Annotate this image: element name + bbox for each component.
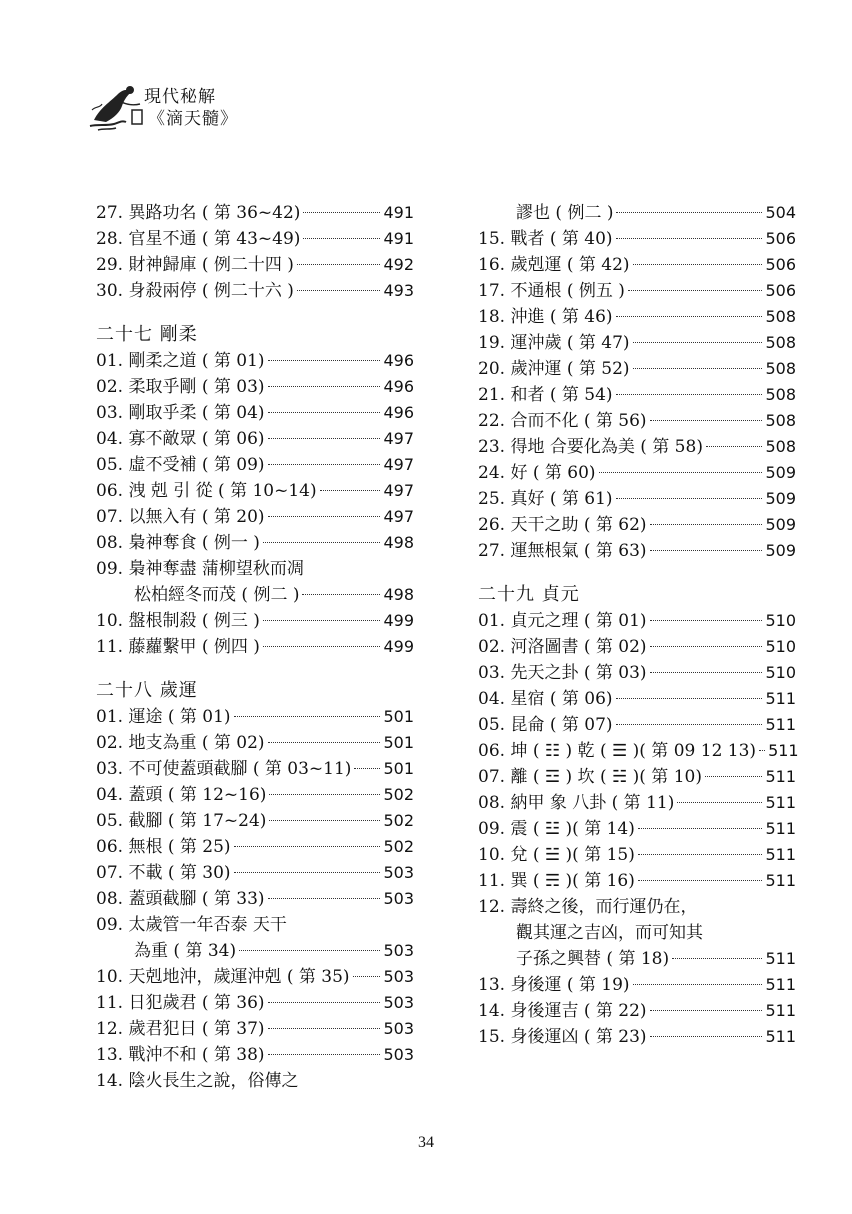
toc-entry[interactable]: [96, 782, 414, 808]
toc-entry-title: 01. 運途 ( 第 01): [96, 707, 231, 727]
toc-entry-page: 509: [765, 463, 796, 482]
toc-entry-continuation[interactable]: [478, 200, 796, 226]
dot-leader: [633, 342, 763, 343]
section-heading: 二十七 剛柔: [96, 324, 198, 345]
toc-entry[interactable]: [96, 634, 414, 660]
toc-entry[interactable]: [96, 478, 414, 504]
toc-entry-title: 14. 身後運吉 ( 第 22): [478, 1001, 647, 1021]
dot-leader: [268, 742, 381, 743]
toc-entry[interactable]: [478, 816, 796, 842]
dot-leader: [303, 238, 380, 239]
toc-entry[interactable]: [478, 460, 796, 486]
toc-entry[interactable]: [478, 660, 796, 686]
toc-entry-page: 503: [383, 967, 414, 986]
toc-entry-page: 508: [765, 385, 796, 404]
toc-right-column: [478, 200, 799, 1050]
dot-leader: [633, 984, 763, 985]
toc-entry-page: 511: [765, 949, 796, 968]
toc-entry-title: 08. 蓋頭截腳 ( 第 33): [96, 889, 265, 909]
toc-entry-page: 503: [383, 889, 414, 908]
dot-leader: [706, 446, 763, 447]
toc-entry-page: 498: [383, 533, 414, 552]
toc-entry-title: 為重 ( 第 34): [134, 941, 237, 961]
dot-leader: [616, 724, 763, 725]
toc-entry[interactable]: [478, 382, 796, 408]
toc-entry-title: 15. 身後運凶 ( 第 23): [478, 1027, 647, 1047]
toc-entry-title: 02. 柔取乎剛 ( 第 03): [96, 377, 265, 397]
toc-entry[interactable]: [478, 304, 796, 330]
toc-entry-continuation[interactable]: [96, 938, 414, 964]
toc-entry-page: 504: [765, 203, 796, 222]
toc-entry-title: 26. 天干之助 ( 第 62): [478, 515, 647, 535]
toc-entry[interactable]: [96, 1042, 414, 1068]
toc-entry[interactable]: [478, 712, 796, 738]
dot-leader: [677, 802, 762, 803]
toc-entry-title: 04. 星宿 ( 第 06): [478, 689, 613, 709]
toc-entry[interactable]: [96, 400, 414, 426]
toc-entry-page: 492: [383, 255, 414, 274]
toc-entry-title: 14. 陰火長生之說，俗傳之: [96, 1071, 299, 1091]
toc-entry[interactable]: [478, 330, 796, 356]
dot-leader: [303, 212, 380, 213]
toc-entry-title: 08. 梟神奪食 ( 例一 ): [96, 533, 260, 553]
dot-leader: [268, 438, 381, 439]
toc-entry-title: 21. 和者 ( 第 54): [478, 385, 613, 405]
toc-entry-page: 499: [383, 611, 414, 630]
toc-entry[interactable]: [478, 608, 796, 634]
toc-entry-page: 511: [765, 819, 796, 838]
toc-left-column: [96, 200, 414, 1094]
dot-leader: [638, 854, 763, 855]
toc-entry[interactable]: [478, 634, 796, 660]
toc-entry-title: 10. 天剋地沖，歲運沖剋 ( 第 35): [96, 967, 350, 987]
dot-leader: [638, 828, 763, 829]
toc-entry[interactable]: [478, 738, 799, 764]
toc-entry-page: 497: [383, 455, 414, 474]
toc-entry-page: 510: [765, 637, 796, 656]
toc-entry[interactable]: [96, 834, 414, 860]
dot-leader: [239, 950, 380, 951]
toc-entry[interactable]: [478, 686, 796, 712]
toc-entry-page: 497: [383, 507, 414, 526]
dot-leader: [269, 820, 380, 821]
toc-entry[interactable]: [96, 886, 414, 912]
toc-entry-title: 06. 無根 ( 第 25): [96, 837, 231, 857]
toc-entry-page: 508: [765, 437, 796, 456]
dot-leader: [269, 794, 380, 795]
toc-entry[interactable]: [96, 860, 414, 886]
toc-entry[interactable]: [478, 764, 796, 790]
toc-entry[interactable]: [478, 972, 796, 998]
toc-entry-page: 511: [765, 767, 796, 786]
toc-entry-title: 27. 運無根氣 ( 第 63): [478, 541, 647, 561]
toc-entry-page: 511: [768, 741, 799, 760]
toc-entry-title: 06. 洩 剋 引 從 ( 第 10~14): [96, 481, 317, 501]
toc-entry-page: 501: [383, 707, 414, 726]
dot-leader: [759, 750, 765, 751]
toc-entry[interactable]: [478, 226, 796, 252]
toc-entry-page: 511: [765, 975, 796, 994]
dot-leader: [268, 464, 381, 465]
toc-entry-page: 496: [383, 351, 414, 370]
toc-entry-page: 506: [765, 229, 796, 248]
dot-leader: [268, 516, 381, 517]
dot-leader: [638, 880, 763, 881]
toc-entry-title: 09. 梟神奪盡 蒲柳望秋而凋: [96, 559, 304, 579]
toc-entry[interactable]: [96, 374, 414, 400]
toc-entry-page: 510: [765, 663, 796, 682]
toc-entry[interactable]: [96, 756, 414, 782]
toc-entry[interactable]: [478, 894, 796, 920]
toc-entry[interactable]: [96, 426, 414, 452]
toc-entry-title: 03. 先天之卦 ( 第 03): [478, 663, 647, 683]
toc-entry-title: 01. 貞元之理 ( 第 01): [478, 611, 647, 631]
toc-entry[interactable]: [96, 504, 414, 530]
dot-leader: [302, 594, 380, 595]
toc-entry-title: 09. 震 ( ☳ )( 第 14): [478, 819, 635, 839]
toc-entry[interactable]: [478, 538, 796, 564]
toc-entry-page: 502: [383, 837, 414, 856]
toc-entry[interactable]: [478, 842, 796, 868]
toc-entry-page: 503: [383, 1019, 414, 1038]
toc-entry-page: 508: [765, 359, 796, 378]
dot-leader: [650, 1036, 763, 1037]
dot-leader: [650, 550, 763, 551]
dot-leader: [628, 290, 763, 291]
toc-entry-title: 20. 歲沖運 ( 第 52): [478, 359, 630, 379]
toc-entry[interactable]: [96, 252, 414, 278]
toc-entry-title: 28. 官星不通 ( 第 43~49): [96, 229, 301, 249]
dot-leader: [650, 672, 763, 673]
dot-leader: [616, 238, 763, 239]
dot-leader: [650, 620, 763, 621]
toc-entry-title: 謬也 ( 例二 ): [516, 203, 614, 223]
toc-entry-title: 07. 不載 ( 第 30): [96, 863, 231, 883]
book-title: [144, 86, 238, 130]
toc-entry-page: 498: [383, 585, 414, 604]
toc-entry-title: 13. 身後運 ( 第 19): [478, 975, 630, 995]
toc-entry-title: 松柏經冬而茂 ( 例二 ): [134, 585, 300, 605]
toc-entry-page: 491: [383, 229, 414, 248]
toc-entry[interactable]: [478, 434, 796, 460]
dot-leader: [234, 716, 381, 717]
toc-entry-page: 508: [765, 411, 796, 430]
toc-entry-title: 23. 得地 合要化為美 ( 第 58): [478, 437, 703, 457]
toc-entry-title: 06. 坤 ( ☷ ) 乾 ( ☰ )( 第 09 12 13): [478, 741, 757, 761]
toc-entry[interactable]: [96, 530, 414, 556]
dot-leader: [263, 542, 381, 543]
section-heading: 二十九 貞元: [478, 584, 580, 605]
toc-entry-page: 509: [765, 515, 796, 534]
toc-entry-page: 511: [765, 1001, 796, 1020]
toc-entry-title: 07. 離 ( ☲ ) 坎 ( ☵ )( 第 10): [478, 767, 702, 787]
toc-entry-title: 04. 蓋頭 ( 第 12~16): [96, 785, 267, 805]
toc-entry-title: 13. 戰沖不和 ( 第 38): [96, 1045, 265, 1065]
toc-entry-page: 502: [383, 785, 414, 804]
toc-entry[interactable]: [478, 278, 796, 304]
dot-leader: [263, 646, 381, 647]
toc-entry-title: 24. 好 ( 第 60): [478, 463, 596, 483]
dot-leader: [268, 1002, 381, 1003]
toc-entry[interactable]: [96, 278, 414, 304]
toc-entry-title: 02. 地支為重 ( 第 02): [96, 733, 265, 753]
toc-entry-continuation[interactable]: [478, 920, 796, 946]
dot-leader: [616, 316, 763, 317]
toc-entry-page: 508: [765, 307, 796, 326]
toc-entry-page: 493: [383, 281, 414, 300]
dot-leader: [650, 646, 763, 647]
dot-leader: [268, 1054, 381, 1055]
dot-leader: [353, 976, 381, 977]
toc-entry-title: 05. 昆侖 ( 第 07): [478, 715, 613, 735]
toc-entry[interactable]: [478, 356, 796, 382]
toc-entry-title: 12. 壽終之後，而行運仍在，: [478, 897, 698, 917]
toc-entry-page: 501: [383, 733, 414, 752]
toc-entry-title: 29. 財神歸庫 ( 例二十四 ): [96, 255, 294, 275]
dot-leader: [354, 768, 380, 769]
toc-entry-title: 22. 合而不化 ( 第 56): [478, 411, 647, 431]
toc-entry-title: 03. 不可使蓋頭截腳 ( 第 03~11): [96, 759, 352, 779]
dot-leader: [633, 264, 763, 265]
toc-entry[interactable]: [478, 998, 796, 1024]
toc-entry-page: 510: [765, 611, 796, 630]
toc-entry-page: 496: [383, 377, 414, 396]
toc-entry-title: 19. 運沖歲 ( 第 47): [478, 333, 630, 353]
dot-leader: [268, 1028, 381, 1029]
toc-entry-page: 502: [383, 811, 414, 830]
toc-entry-page: 509: [765, 489, 796, 508]
toc-entry-title: 01. 剛柔之道 ( 第 01): [96, 351, 265, 371]
toc-entry[interactable]: [478, 512, 796, 538]
toc-entry-title: 12. 歲君犯日 ( 第 37): [96, 1019, 265, 1039]
toc-entry-page: 511: [765, 871, 796, 890]
toc-entry-title: 10. 兌 ( ☱ )( 第 15): [478, 845, 635, 865]
toc-entry-title: 11. 藤蘿繫甲 ( 例四 ): [96, 637, 260, 657]
toc-entry-page: 497: [383, 429, 414, 448]
toc-entry[interactable]: [96, 452, 414, 478]
toc-entry-page: 503: [383, 863, 414, 882]
toc-entry[interactable]: [96, 808, 414, 834]
dot-leader: [297, 264, 381, 265]
toc-entry-page: 508: [765, 333, 796, 352]
dot-leader: [263, 620, 381, 621]
dot-leader: [234, 872, 381, 873]
toc-entry-title: 30. 身殺兩停 ( 例二十六 ): [96, 281, 294, 301]
page-number: 34: [418, 1134, 434, 1151]
dot-leader: [633, 368, 763, 369]
toc-entry-title: 02. 河洛圖書 ( 第 02): [478, 637, 647, 657]
toc-entry-page: 509: [765, 541, 796, 560]
book-title-line1: 現代秘解: [144, 87, 216, 107]
toc-entry[interactable]: [96, 1016, 414, 1042]
toc-entry[interactable]: [96, 964, 414, 990]
dot-leader: [268, 360, 381, 361]
toc-entry-title: 10. 盤根制殺 ( 例三 ): [96, 611, 260, 631]
toc-entry-continuation[interactable]: [96, 582, 414, 608]
toc-entry[interactable]: [96, 556, 414, 582]
dot-leader: [268, 412, 381, 413]
toc-entry-page: 511: [765, 1027, 796, 1046]
section-heading: 二十八 歲運: [96, 680, 198, 701]
toc-entry-title: 17. 不通根 ( 例五 ): [478, 281, 625, 301]
toc-entry-title: 27. 異路功名 ( 第 36~42): [96, 203, 301, 223]
toc-entry-title: 09. 太歲管一年否泰 天干: [96, 915, 287, 935]
toc-entry-title: 04. 寡不敵眾 ( 第 06): [96, 429, 265, 449]
dot-leader: [599, 472, 763, 473]
toc-entry-page: 499: [383, 637, 414, 656]
toc-entry-title: 08. 納甲 象 八卦 ( 第 11): [478, 793, 675, 813]
toc-entry-title: 11. 巽 ( ☴ )( 第 16): [478, 871, 635, 891]
toc-entry-title: 05. 虛不受補 ( 第 09): [96, 455, 265, 475]
dot-leader: [705, 776, 762, 777]
toc-entry-page: 496: [383, 403, 414, 422]
toc-entry-title: 16. 歲剋運 ( 第 42): [478, 255, 630, 275]
toc-entry-page: 497: [383, 481, 414, 500]
running-header: [88, 80, 248, 136]
book-title-line2: 《滴天髓》: [148, 109, 238, 129]
toc-entry-page: 506: [765, 255, 796, 274]
toc-entry[interactable]: [96, 990, 414, 1016]
dot-leader: [268, 898, 381, 899]
toc-entry[interactable]: [478, 486, 796, 512]
toc-entry[interactable]: [478, 252, 796, 278]
dot-leader: [320, 490, 381, 491]
toc-entry-page: 491: [383, 203, 414, 222]
toc-entry[interactable]: [96, 226, 414, 252]
dot-leader: [650, 1010, 763, 1011]
toc-entry-title: 25. 真好 ( 第 61): [478, 489, 613, 509]
toc-entry-page: 503: [383, 941, 414, 960]
dot-leader: [672, 958, 762, 959]
toc-entry[interactable]: [96, 704, 414, 730]
dot-leader: [650, 524, 763, 525]
toc-entry-title: 18. 沖進 ( 第 46): [478, 307, 613, 327]
toc-entry[interactable]: [96, 730, 414, 756]
toc-entry-page: 511: [765, 845, 796, 864]
toc-entry-page: 511: [765, 793, 796, 812]
dot-leader: [616, 698, 763, 699]
toc-entry[interactable]: [478, 1024, 796, 1050]
toc-entry[interactable]: [96, 912, 414, 938]
toc-entry-page: 511: [765, 715, 796, 734]
toc-entry[interactable]: [478, 408, 796, 434]
toc-entry-title: 觀其運之吉凶，而可知其: [516, 923, 703, 943]
toc-entry[interactable]: [478, 868, 796, 894]
toc-entry[interactable]: [96, 200, 414, 226]
dot-leader: [297, 290, 381, 291]
toc-entry-title: 子孫之興替 ( 第 18): [516, 949, 670, 969]
dot-leader: [616, 212, 762, 213]
toc-entry-page: 501: [383, 759, 414, 778]
toc-entry-title: 07. 以無入有 ( 第 20): [96, 507, 265, 527]
dot-leader: [616, 498, 763, 499]
toc-entry[interactable]: [478, 790, 796, 816]
toc-entry[interactable]: [96, 608, 414, 634]
dot-leader: [268, 386, 381, 387]
toc-entry-title: 11. 日犯歲君 ( 第 36): [96, 993, 265, 1013]
toc-entry[interactable]: [96, 348, 414, 374]
toc-entry-page: 506: [765, 281, 796, 300]
toc-entry[interactable]: [96, 1068, 414, 1094]
toc-entry-page: 511: [765, 689, 796, 708]
toc-entry-page: 503: [383, 993, 414, 1012]
immortal-figure-icon: [88, 80, 146, 136]
dot-leader: [616, 394, 763, 395]
toc-entry-page: 503: [383, 1045, 414, 1064]
dot-leader: [234, 846, 381, 847]
toc-entry-title: 05. 截腳 ( 第 17~24): [96, 811, 267, 831]
dot-leader: [650, 420, 763, 421]
toc-entry-title: 03. 剛取乎柔 ( 第 04): [96, 403, 265, 423]
toc-entry-continuation[interactable]: [478, 946, 796, 972]
toc-entry-title: 15. 戰者 ( 第 40): [478, 229, 613, 249]
